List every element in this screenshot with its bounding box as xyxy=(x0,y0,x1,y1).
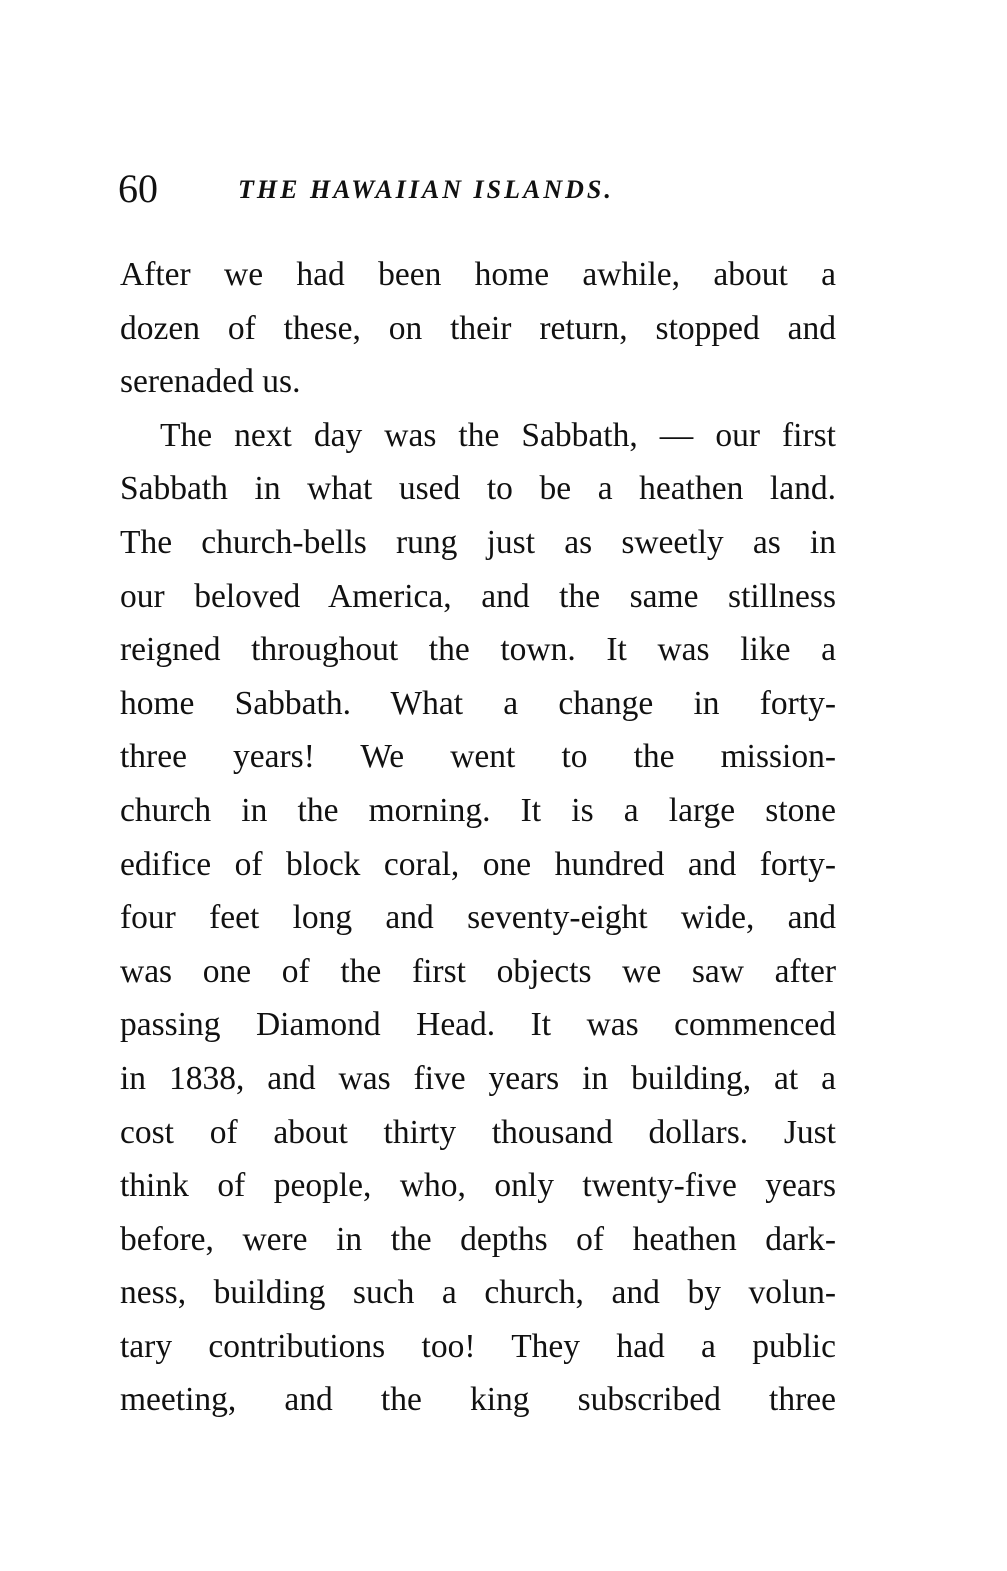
page-header xyxy=(118,164,838,214)
text-line: in 1838, and was five years in building, at a xyxy=(120,1059,836,1097)
text-line: church in the morning. It is a large stone xyxy=(120,791,836,829)
text-line: cost of about thirty thousand dollars. Just xyxy=(120,1113,836,1151)
running-title: THE HAWAIIAN ISLANDS. xyxy=(238,175,614,204)
text-line: passing Diamond Head. It was commenced xyxy=(120,1006,836,1044)
text-line: Sabbath in what used to be a heathen land. xyxy=(120,470,836,508)
text-line: before, were in the depths of heathen dark- xyxy=(120,1220,836,1258)
text-line: was one of the first objects we saw after xyxy=(120,952,836,990)
text-line: home Sabbath. What a change in forty- xyxy=(120,684,836,722)
text-line: The church-bells rung just as sweetly as in xyxy=(120,523,836,561)
text-line: meeting, and the king subscribed three xyxy=(120,1381,836,1419)
page-number: 60 xyxy=(118,166,158,211)
text-line: reigned throughout the town. It was like a xyxy=(120,631,836,669)
body-text xyxy=(120,248,836,1427)
text-line: dozen of these, on their return, stopped and xyxy=(120,309,836,347)
text-line: ness, building such a church, and by volun- xyxy=(120,1274,836,1312)
text-line: After we had been home awhile, about a xyxy=(120,256,836,293)
text-line: four feet long and seventy-eight wide, and xyxy=(120,899,836,937)
text-line: three years! We went to the mission- xyxy=(120,738,836,776)
text-line: our beloved America, and the same stillness xyxy=(120,577,836,615)
text-line: tary contributions too! They had a public xyxy=(120,1327,836,1365)
text-line: The next day was the Sabbath, — our first xyxy=(160,416,836,454)
text-line: serenaded us. xyxy=(120,363,301,401)
text-line: think of people, who, only twenty-five years xyxy=(120,1167,836,1205)
text-line: edifice of block coral, one hundred and forty- xyxy=(120,845,836,883)
